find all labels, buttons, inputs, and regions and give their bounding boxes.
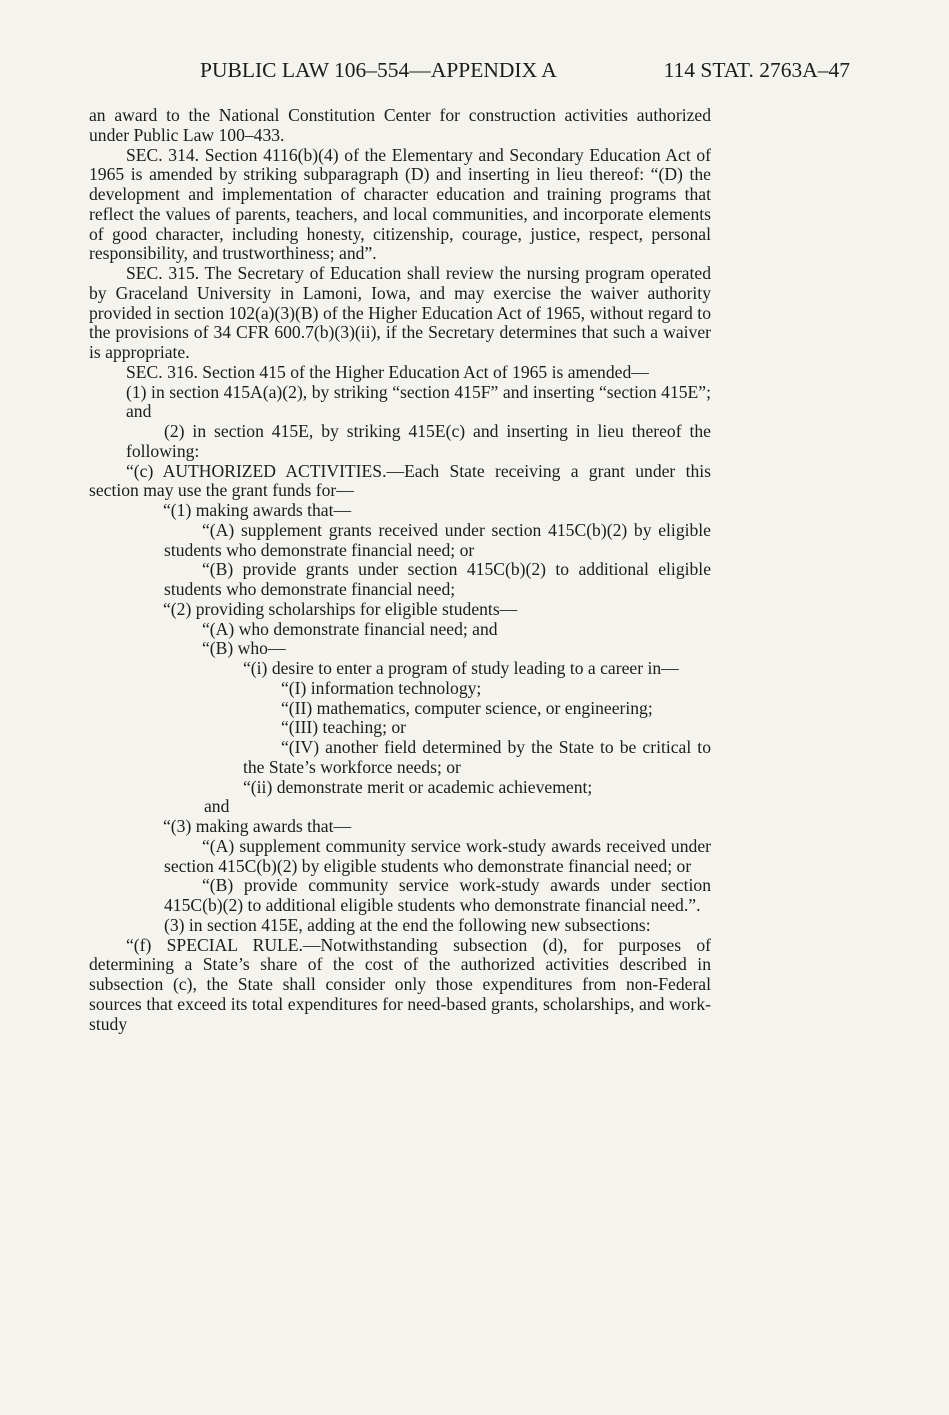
section-316: SEC. 316. Section 415 of the Higher Education Act of 1965 is amended—	[126, 361, 649, 382]
document-body	[89, 106, 711, 1034]
section-315: SEC. 315. The Secretary of Education shall review the nursing program operated by Graceland University in Lamoni, Iowa, and may exercise the waiver authority provided in section 102(a)(3)(B) of the Higher Education Act of 1965, without regard to the provisions of 34 CFR 600.7(b)(3)(ii), if the Secretary determines that such a waiver is appropriate.	[89, 263, 711, 362]
clause-c2-b-i: “(i) desire to enter a program of study leading to a career in—	[243, 658, 679, 678]
clause-c2-b-ii: “(ii) demonstrate merit or academic achievement;	[243, 776, 593, 797]
clause-c1-a: “(A) supplement grants received under section 415C(b)(2) by eligible students who demonstrate financial need; or	[164, 519, 711, 560]
clause-c2-a: “(A) who demonstrate financial need; and	[202, 618, 498, 639]
clause-c2-b-i-IV: “(IV) another field determined by the State to be critical to the State’s workforce needs; or	[243, 737, 711, 777]
public-law-title: PUBLIC LAW 106–554—APPENDIX A	[200, 58, 557, 82]
clause-c3-a: “(A) supplement community service work-study awards received under section 415C(b)(2) by eligible students who demonstrate financial need; or	[164, 835, 711, 876]
clause-c1: “(1) making awards that—	[163, 500, 352, 520]
subsection-f: “(f) SPECIAL RULE.—Notwithstanding subsection (d), for purposes of determining a State’s share of the cost of the authorized activities described in subsection (c), the State shall consider only those expenditures from non-Federal sources that exceed its total expenditures for need-based grants, scholarships, and work-study	[89, 934, 711, 1034]
clause-c2-b-i-I: “(I) information technology;	[281, 677, 482, 698]
paragraph: an award to the National Constitution Center for construction activities authorized under Public Law 100–433.	[89, 105, 711, 145]
clause-c2-b: “(B) who—	[202, 638, 286, 659]
running-header	[200, 58, 850, 86]
and-connector: and	[204, 796, 230, 817]
statute-citation: 114 STAT. 2763A–47	[663, 58, 850, 82]
section-314: SEC. 314. Section 4116(b)(4) of the Elementary and Secondary Education Act of 1965 is amended by striking subparagraph (D) and inserting in lieu thereof: “(D) the development and implementation of character education and training programs that reflect the values of parents, teachers, and local communities, and incorporate elements of good character, including honesty, citizenship, courage, justice, respect, personal responsibility, and trustworthiness; and”.	[89, 144, 711, 264]
paragraph-2: (2) in section 415E, by striking 415E(c) and inserting in lieu thereof the following:	[126, 421, 711, 461]
clause-c2-b-i-III: “(III) teaching; or	[281, 717, 407, 738]
paragraph-3: (3) in section 415E, adding at the end the following new subsections:	[164, 914, 651, 935]
clause-c2-b-i-II: “(II) mathematics, computer science, or engineering;	[281, 697, 653, 718]
clause-c3: “(3) making awards that—	[163, 816, 352, 836]
clause-c2: “(2) providing scholarships for eligible students—	[163, 598, 518, 619]
paragraph-1: (1) in section 415A(a)(2), by striking “section 415F” and inserting “section 415E”; and	[126, 381, 711, 422]
subsection-c: “(c) AUTHORIZED ACTIVITIES.—Each State receiving a grant under this section may use the grant funds for—	[89, 460, 711, 501]
clause-c3-b: “(B) provide community service work-study awards under section 415C(b)(2) to additional eligible students who demonstrate financial need.”.	[164, 875, 711, 915]
clause-c1-b: “(B) provide grants under section 415C(b)(2) to additional eligible students who demonstrate financial need;	[164, 559, 711, 599]
